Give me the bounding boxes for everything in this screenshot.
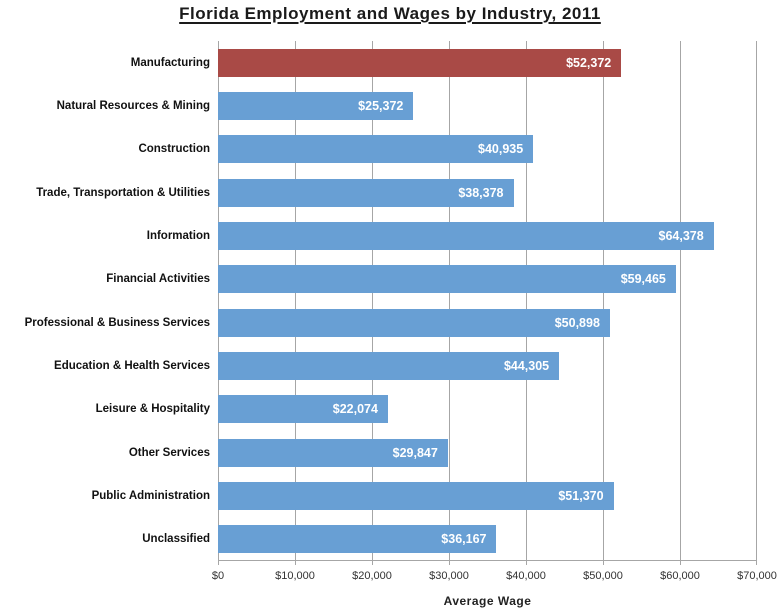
bar-row	[218, 482, 757, 510]
category-label: Trade, Transportation & Utilities	[36, 186, 210, 199]
bar-value-label: $44,305	[503, 359, 550, 373]
bar-value-label: $64,378	[658, 229, 704, 243]
x-tick-label: $30,000	[429, 570, 469, 582]
bar-row	[218, 135, 757, 163]
x-tick-label: $40,000	[506, 570, 546, 582]
category-label: Professional & Business Services	[24, 316, 210, 329]
x-axis-title: Average Wage	[443, 594, 532, 608]
bar-row	[218, 179, 757, 207]
bar-value-label: $59,465	[620, 272, 666, 287]
bar-value-label: $52,372	[566, 55, 612, 70]
bar-row	[218, 439, 757, 467]
bar-row	[218, 49, 757, 77]
bar-trade-transportation-utilities	[218, 179, 514, 207]
bar-leisure-hospitality	[218, 395, 388, 423]
bar-row	[218, 309, 757, 337]
bar-value-label: $50,898	[554, 315, 600, 330]
bar-public-administration	[218, 482, 614, 510]
bar-row	[218, 92, 757, 120]
category-label: Financial Activities	[106, 273, 210, 286]
category-label: Education & Health Services	[54, 360, 210, 372]
bar-value-label: $36,167	[441, 532, 487, 547]
axis-tick-mark	[526, 560, 527, 565]
x-tick-label: $60,000	[660, 570, 700, 582]
category-label: Construction	[138, 143, 210, 156]
chart-title: Florida Employment and Wages by Industry, 2011	[179, 4, 601, 23]
category-label: Natural Resources & Mining	[56, 100, 210, 112]
bar-manufacturing	[218, 49, 621, 77]
bar-value-label: $25,372	[358, 99, 404, 113]
bar-row	[218, 265, 757, 293]
category-label: Leisure & Hospitality	[95, 403, 210, 416]
bar-natural-resources-mining	[218, 92, 413, 120]
x-tick-label: $20,000	[352, 570, 392, 582]
category-label: Manufacturing	[130, 56, 210, 69]
category-label: Unclassified	[142, 533, 210, 546]
x-tick-label: $0	[211, 570, 225, 582]
axis-tick-mark	[372, 560, 373, 565]
axis-tick-mark	[756, 560, 757, 565]
x-axis-ticks	[211, 570, 777, 586]
bar-row	[218, 352, 757, 380]
category-label: Other Services	[128, 446, 210, 459]
axis-tick-mark	[449, 560, 450, 565]
bar-professional-business-services	[218, 309, 610, 337]
axis-tick-mark	[295, 560, 296, 565]
bar-value-label: $40,935	[478, 142, 524, 157]
bar-value-label: $38,378	[458, 185, 504, 200]
bar-row	[218, 525, 757, 553]
bar-value-label: $51,370	[558, 489, 604, 503]
bar-other-services	[218, 439, 448, 467]
category-label: Information	[146, 230, 210, 242]
bar-value-label: $22,074	[332, 402, 378, 417]
plot-area	[218, 41, 757, 561]
bar-row	[218, 395, 757, 423]
bar-information	[218, 222, 714, 250]
axis-tick-mark	[218, 560, 219, 565]
axis-tick-mark	[680, 560, 681, 565]
bar-education-health-services	[218, 352, 559, 380]
bar-construction	[218, 135, 533, 163]
bar-financial-activities	[218, 265, 676, 293]
category-axis	[0, 41, 210, 561]
x-tick-label: $10,000	[275, 570, 315, 582]
category-label: Public Administration	[91, 490, 210, 502]
x-tick-label: $50,000	[583, 570, 623, 582]
bar-unclassified	[218, 525, 496, 553]
axis-tick-mark	[603, 560, 604, 565]
bar-row	[218, 222, 757, 250]
bar-value-label: $29,847	[392, 445, 438, 460]
x-tick-label: $70,000	[737, 570, 777, 582]
